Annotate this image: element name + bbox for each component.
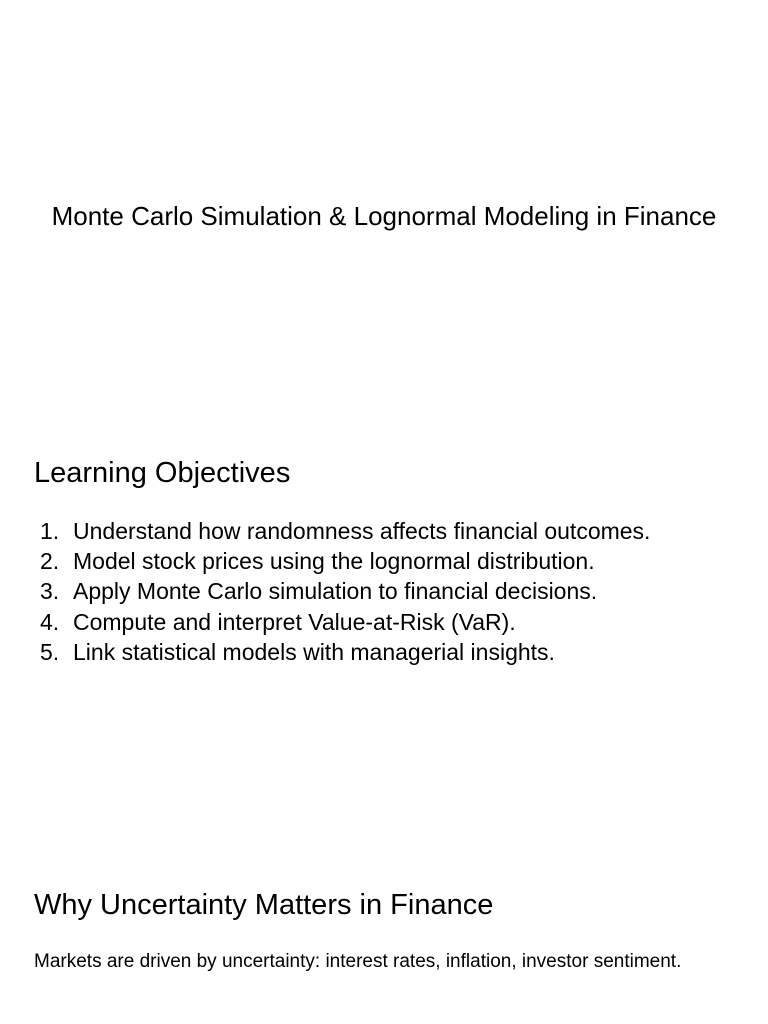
- objective-text: Apply Monte Carlo simulation to financial decisions.: [73, 578, 598, 605]
- uncertainty-paragraph: Markets are driven by uncertainty: interest rates, inflation, investor sentiment.: [34, 951, 682, 972]
- objective-number: 2.: [40, 548, 60, 575]
- objective-text: Understand how randomness affects financial outcomes.: [73, 518, 651, 544]
- objective-text: Compute and interpret Value-at-Risk (VaR).: [73, 608, 516, 635]
- objective-number: 3.: [40, 578, 60, 605]
- objective-item: [34, 576, 650, 606]
- objective-number: 5.: [40, 638, 60, 665]
- objective-item: [34, 516, 650, 546]
- objective-item: [34, 607, 650, 637]
- objective-text: Model stock prices using the lognormal distribution.: [73, 548, 595, 575]
- objective-number: 4.: [40, 608, 60, 635]
- learning-objectives-list: [34, 516, 650, 667]
- objective-number: 1.: [40, 518, 60, 544]
- objective-text: Link statistical models with managerial insights.: [73, 638, 555, 665]
- objective-item: [34, 546, 650, 576]
- objective-item: [34, 637, 650, 667]
- uncertainty-section-heading: Why Uncertainty Matters in Finance: [34, 889, 494, 921]
- learning-objectives-heading: Learning Objectives: [34, 457, 291, 489]
- document-title: Monte Carlo Simulation & Lognormal Modeling in Finance: [51, 201, 717, 231]
